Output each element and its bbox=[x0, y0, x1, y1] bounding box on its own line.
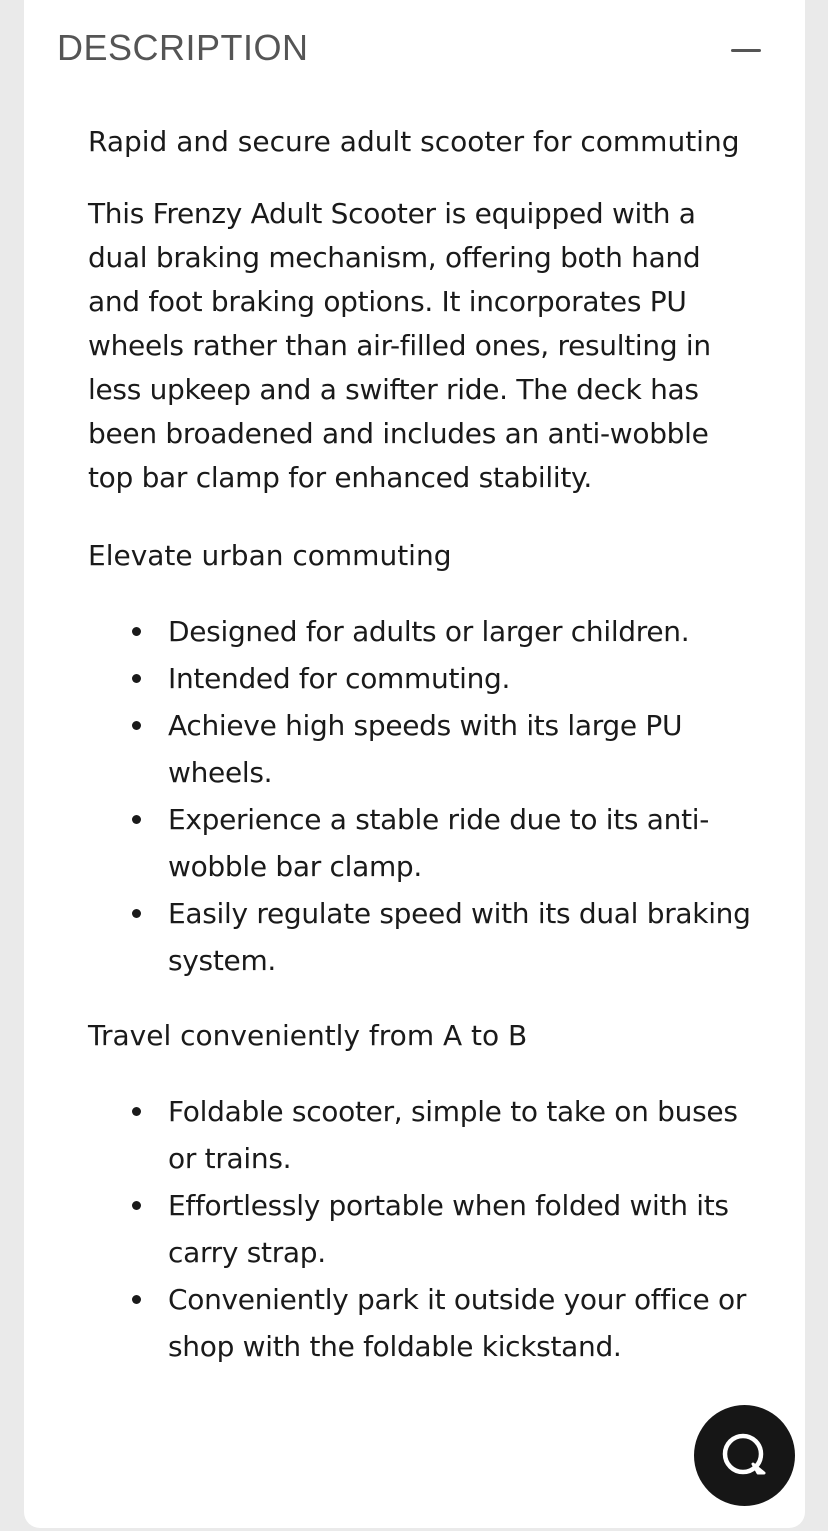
list-item bbox=[88, 1182, 758, 1276]
list-item-text: Achieve high speeds with its large PU wheels. bbox=[168, 709, 683, 789]
bullet-icon bbox=[132, 815, 141, 824]
list-item-text: Experience a stable ride due to its anti-wobble bar clamp. bbox=[168, 803, 710, 883]
list-item-text: Designed for adults or larger children. bbox=[168, 615, 690, 648]
list-item-text: Foldable scooter, simple to take on buses or trains. bbox=[168, 1095, 738, 1175]
heading-travel-conveniently: Travel conveniently from A to B bbox=[88, 1019, 528, 1052]
list-item-text: Easily regulate speed with its dual braking system. bbox=[168, 897, 751, 977]
list-item bbox=[88, 890, 758, 984]
bullet-icon bbox=[132, 627, 141, 636]
minus-icon bbox=[731, 49, 761, 52]
intro-paragraph: This Frenzy Adult Scooter is equipped with a dual braking mechanism, offering both hand and foot braking options. It incorporates PU wheels rather than air-filled ones, resulting in less upkeep and a swifter ride. The deck has been broadened and includes an anti-wobble top bar clamp for enhanced stability. bbox=[88, 197, 711, 494]
bullet-icon bbox=[132, 909, 141, 918]
bullet-icon bbox=[132, 1295, 141, 1304]
list-item-text: Intended for commuting. bbox=[168, 662, 511, 695]
chat-bubble-icon bbox=[719, 1430, 771, 1482]
list-item-text: Conveniently park it outside your office or shop with the foldable kickstand. bbox=[168, 1283, 747, 1363]
bullet-icon bbox=[132, 721, 141, 730]
list-item bbox=[88, 796, 758, 890]
list-item-text: Effortlessly portable when folded with its carry strap. bbox=[168, 1189, 729, 1269]
bullet-icon bbox=[132, 674, 141, 683]
description-content bbox=[88, 120, 758, 1370]
feature-list-travel bbox=[88, 1088, 758, 1370]
chat-button[interactable] bbox=[694, 1405, 795, 1506]
bullet-icon bbox=[132, 1107, 141, 1116]
heading-urban-commuting: Elevate urban commuting bbox=[88, 539, 452, 572]
feature-list-commuting bbox=[88, 608, 758, 984]
section-title: DESCRIPTION bbox=[57, 27, 309, 68]
list-item bbox=[88, 655, 758, 702]
list-item bbox=[88, 1088, 758, 1182]
list-item bbox=[88, 1276, 758, 1370]
heading-rapid-secure: Rapid and secure adult scooter for commuting bbox=[88, 125, 740, 158]
bullet-icon bbox=[132, 1201, 141, 1210]
list-item bbox=[88, 608, 758, 655]
collapse-button[interactable] bbox=[724, 30, 768, 70]
list-item bbox=[88, 702, 758, 796]
